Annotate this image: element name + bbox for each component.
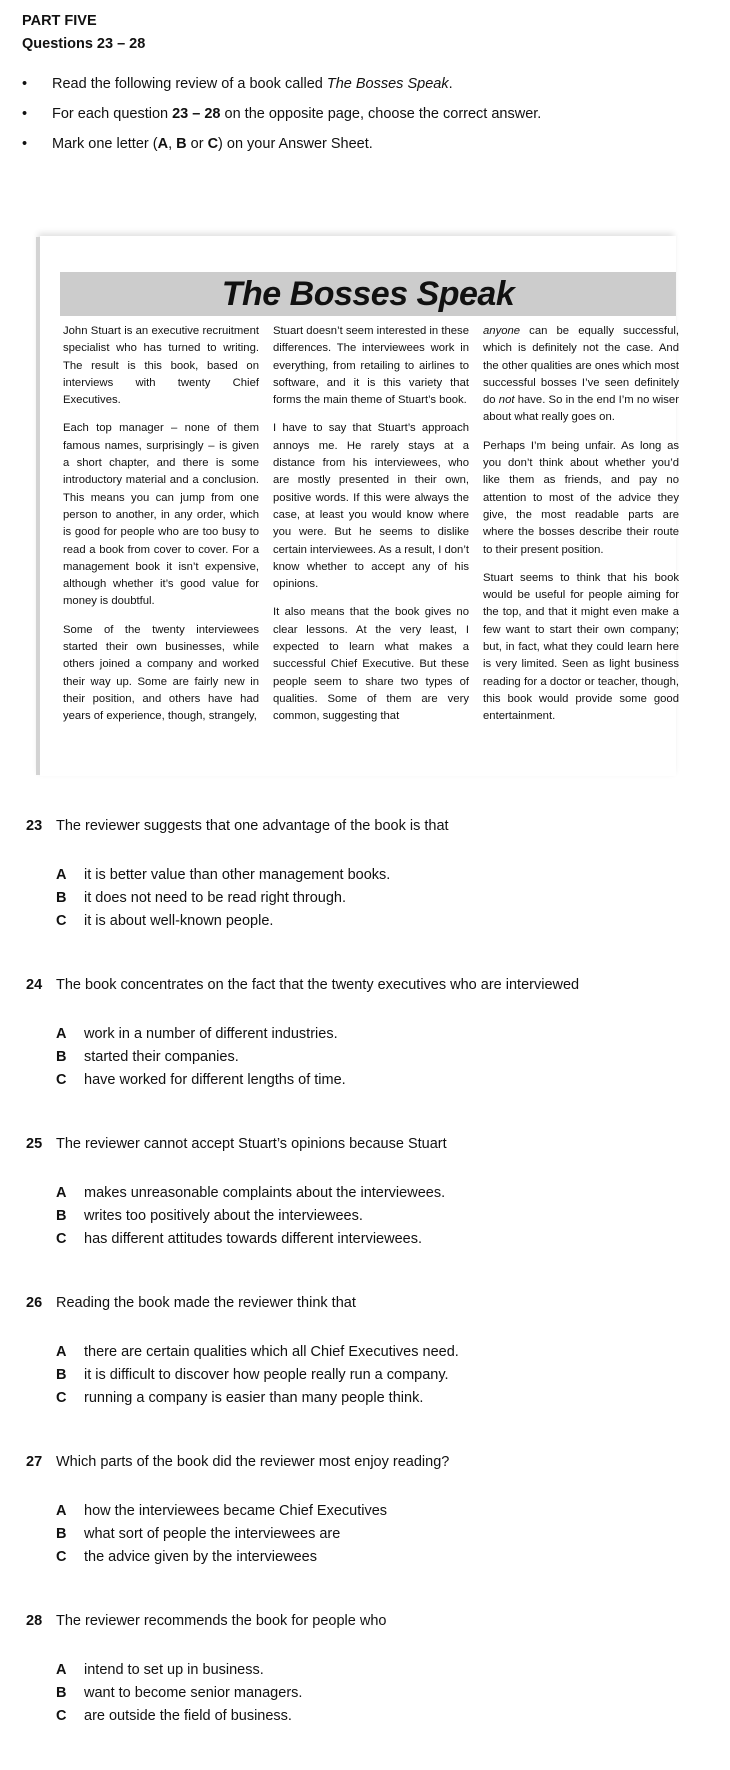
answer-option-c[interactable]: C has different attitudes towards different interviewees. xyxy=(56,1231,422,1247)
instructions-list xyxy=(22,74,712,164)
answer-option-b[interactable]: B what sort of people the interviewees are xyxy=(56,1526,341,1542)
instruction-item: • For each question 23 – 28 on the opposite page, choose the correct answer. xyxy=(22,106,542,122)
instruction-item: • Mark one letter (A, B or C) on your Answer Sheet. xyxy=(22,136,373,152)
question-stem xyxy=(26,1452,706,1472)
answer-option-b[interactable]: B want to become senior managers. xyxy=(56,1685,303,1701)
question-25 xyxy=(26,1134,706,1293)
article-paragraph: Stuart doesn’t seem interested in these differences. The interviewees work in everything, from retailing to airlines to software, and it is this variety that forms the main theme of Stuart’s book. xyxy=(273,325,469,407)
part-header xyxy=(22,10,145,56)
question-number: 24 xyxy=(26,977,43,993)
question-26 xyxy=(26,1293,706,1452)
question-28 xyxy=(26,1611,706,1770)
answer-option-c[interactable]: C are outside the field of business. xyxy=(56,1708,292,1724)
article-paragraph: It also means that the book gives no clear lessons. At the very least, I expected to learn what makes a successful Chief Executive. But these people seem to share two types of qualities. Some of them are very common, suggesting that xyxy=(273,606,469,723)
answer-option-a[interactable]: A work in a number of different industries. xyxy=(56,1026,338,1042)
question-number: 28 xyxy=(26,1613,43,1629)
question-24 xyxy=(26,975,706,1134)
questions-list xyxy=(26,816,706,1770)
question-27 xyxy=(26,1452,706,1611)
answer-option-c[interactable]: C it is about well-known people. xyxy=(56,913,274,929)
article-paragraph: anyone can be equally successful, which is definitely not the case. And the other qualities are ones which most successful bosses I’ve seen definitely do not have. So in the end I’m no wiser about what really goes on. xyxy=(483,325,679,424)
article-panel xyxy=(40,236,679,776)
question-text: The book concentrates on the fact that the twenty executives who are interviewed xyxy=(56,977,580,993)
answer-option-b[interactable]: B it is difficult to discover how people really run a company. xyxy=(56,1367,449,1383)
article-paragraph: Perhaps I’m being unfair. As long as you don’t think about whether you’d like them as friends, and pay no attention to most of the advice they give, the most readable parts are where the bosses describe their route to their present position. xyxy=(483,439,679,556)
bullet-icon: • xyxy=(22,76,28,92)
question-stem xyxy=(26,1134,706,1154)
article-column-1 xyxy=(63,323,259,737)
answer-option-c[interactable]: C have worked for different lengths of time. xyxy=(56,1072,346,1088)
answer-option-a[interactable]: A it is better value than other management books. xyxy=(56,867,391,883)
answer-option-a[interactable]: A there are certain qualities which all Chief Executives need. xyxy=(56,1344,459,1360)
question-number: 25 xyxy=(26,1136,43,1152)
article-paragraph: Some of the twenty interviewees started their own businesses, while others joined a company and worked their way up. Some are fairly new in their position, and others have had years of experience, though, strangely, xyxy=(63,623,259,723)
bullet-icon: • xyxy=(22,136,28,152)
article-paragraph: Stuart seems to think that his book would be useful for people aiming for the top, and that it might even make a few want to start their own company; but, in fact, what they could learn here is very limited. Seen as light business reading for a doctor or teacher, though, this book would provide some good entertainment. xyxy=(483,571,679,723)
question-number: 27 xyxy=(26,1454,43,1470)
answer-option-c[interactable]: C running a company is easier than many people think. xyxy=(56,1390,424,1406)
question-text: Which parts of the book did the reviewer most enjoy reading? xyxy=(56,1454,450,1470)
bullet-icon: • xyxy=(22,106,28,122)
question-text: The reviewer recommends the book for people who xyxy=(56,1613,387,1629)
question-stem xyxy=(26,1293,706,1313)
article-paragraph: I have to say that Stuart’s approach annoys me. He rarely stays at a distance from his interviewees, who are mostly presented in their own, positive words. If this were always the case, at least you would know where you were. But he seems to dislike certain interviewees. As a result, I don’t know whether to accept any of his opinions. xyxy=(273,422,469,591)
answer-option-a[interactable]: A intend to set up in business. xyxy=(56,1662,264,1678)
questions-range: Questions 23 – 28 xyxy=(22,36,146,52)
question-23 xyxy=(26,816,706,975)
article-column-3 xyxy=(483,323,679,737)
answer-option-b[interactable]: B started their companies. xyxy=(56,1049,239,1065)
article-column-2 xyxy=(273,323,469,737)
book-title-inline: The Bosses Speak xyxy=(326,76,449,92)
question-stem xyxy=(26,816,706,836)
question-number: 23 xyxy=(26,818,43,834)
answer-option-b[interactable]: B writes too positively about the interviewees. xyxy=(56,1208,363,1224)
article-paragraph: Each top manager – none of them famous names, surprisingly – is given a short chapter, and there is some introductory material and a conclusion. This means you can jump from one person to another, in any order, which is good for people who are too busy to read a book from cover to cover. For a management book it isn’t expensive, although whether it’s good value for money is doubtful. xyxy=(63,422,259,608)
answer-option-b[interactable]: B it does not need to be read right through. xyxy=(56,890,346,906)
question-text: Reading the book made the reviewer think that xyxy=(56,1295,356,1311)
question-number: 26 xyxy=(26,1295,43,1311)
question-text: The reviewer suggests that one advantage of the book is that xyxy=(56,818,449,834)
instruction-item: • Read the following review of a book called The Bosses Speak. xyxy=(22,76,453,92)
answer-option-a[interactable]: A how the interviewees became Chief Executives xyxy=(56,1503,388,1519)
part-title: PART FIVE xyxy=(22,13,97,29)
question-stem xyxy=(26,975,706,995)
article-title: The Bosses Speak xyxy=(60,272,676,316)
article-paragraph: John Stuart is an executive recruitment specialist who has turned to writing. The result is this book, based on interviews with twenty Chief Executives. xyxy=(63,325,259,407)
answer-option-c[interactable]: C the advice given by the interviewees xyxy=(56,1549,317,1565)
question-text: The reviewer cannot accept Stuart’s opinions because Stuart xyxy=(56,1136,447,1152)
question-stem xyxy=(26,1611,706,1631)
answer-option-a[interactable]: A makes unreasonable complaints about the interviewees. xyxy=(56,1185,446,1201)
